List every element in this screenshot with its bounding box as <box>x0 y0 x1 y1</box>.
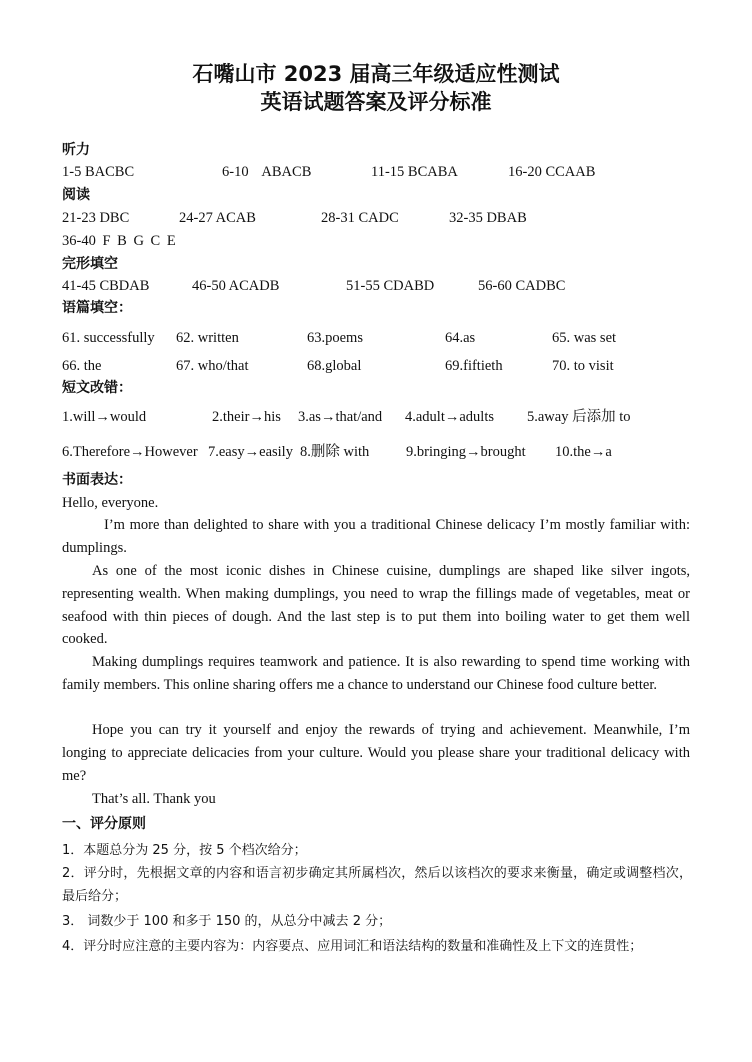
grammar-fill-answer: 62. written <box>176 330 239 346</box>
correction-answer: 8.删除 with <box>300 444 370 460</box>
grammar-fill-answer: 64.as <box>445 330 476 346</box>
grammar-fill-answer: 68.global <box>307 358 362 374</box>
correction-answer: 9.bringing→brought <box>406 444 526 460</box>
exam-subtitle: 英语试题答案及评分标准 <box>260 90 492 114</box>
correction-answer: 6.Therefore→However <box>62 444 198 460</box>
scoring-item: 4．评分时应注意的主要内容为：内容要点、应用词汇和语法结构的数量和准确性及上下文的连贯性； <box>62 939 643 954</box>
writing-paragraph: Making dumplings requires teamwork and patience. It is also rewarding to spend time working with family members. This online sharing offers me a chance to understand our Chinese food culture better. <box>62 654 690 693</box>
correction-answer: 2.their→his <box>212 409 281 425</box>
reading-heading: 阅读 <box>62 187 90 203</box>
grammar-fill-answer: 63.poems <box>307 330 363 346</box>
correction-answer: 7.easy→easily <box>208 444 293 460</box>
writing-greeting: Hello, everyone. <box>62 495 159 511</box>
grammar-fill-answer: 67. who/that <box>176 358 249 374</box>
correction-answer: 10.the→a <box>555 444 612 460</box>
reading-answer: 21-23 DBC <box>62 210 130 226</box>
grammar-fill-answer: 61. successfully <box>62 330 155 346</box>
listening-heading: 听力 <box>62 142 90 158</box>
reading-answer-line2: 36-40 F B G C E <box>62 233 176 249</box>
listening-answer: 6-10 ABACB <box>222 164 312 180</box>
correction-answer: 5.away 后添加 to <box>527 409 631 425</box>
correction-answer: 1.will→would <box>62 409 147 425</box>
grammar-fill-answer: 69.fiftieth <box>445 358 503 374</box>
correction-answer: 3.as→that/and <box>298 409 383 425</box>
cloze-answer: 56-60 CADBC <box>478 278 566 294</box>
writing-paragraph: As one of the most iconic dishes in Chinese cuisine, dumplings are shaped like silver ingots, representing wealth. When making dumplings, you need to wrap the fillings made of vegetables, meat or seafood with thin pieces of dough. And the last step is to put them into boiling water to get them well cooked. <box>62 563 690 648</box>
listening-answer: 11-15 BCABA <box>371 164 458 180</box>
scoring-item: 1．本题总分为 25 分，按 5 个档次给分； <box>62 843 307 858</box>
scoring-heading: 一、评分原则 <box>62 816 146 832</box>
scoring-item: 3． 词数少于 100 和多于 150 的，从总分中减去 2 分； <box>62 914 392 929</box>
reading-answer: 28-31 CADC <box>321 210 399 226</box>
grammar-fill-heading: 语篇填空： <box>62 300 132 316</box>
reading-answer: 32-35 DBAB <box>449 210 527 226</box>
grammar-fill-answer: 66. the <box>62 358 102 374</box>
correction-answer: 4.adult→adults <box>405 409 495 425</box>
writing-heading: 书面表达： <box>62 472 132 488</box>
writing-closing: That’s all. Thank you <box>92 791 216 807</box>
writing-paragraph: I’m more than delighted to share with you a traditional Chinese delicacy I’m mostly familiar with: dumplings. <box>62 517 690 556</box>
reading-answer: 24-27 ACAB <box>179 210 256 226</box>
cloze-heading: 完形填空 <box>62 256 118 272</box>
cloze-answer: 41-45 CBDAB <box>62 278 150 294</box>
writing-paragraph: Hope you can try it yourself and enjoy the rewards of trying and achievement. Meanwhile, I’m longing to appreciate delicacies from your culture. Would you please share your traditional delicacy with me? <box>62 722 690 784</box>
grammar-fill-answer: 65. was set <box>552 330 617 346</box>
listening-answer: 1-5 BACBC <box>62 164 135 180</box>
scoring-item: 2．评分时，先根据文章的内容和语言初步确定其所属档次，然后以该档次的要求来衡量，确定或调整档次，最后给分； <box>62 866 692 904</box>
grammar-fill-answer: 70. to visit <box>552 358 614 374</box>
cloze-answer: 51-55 CDABD <box>346 278 435 294</box>
cloze-answer: 46-50 ACADB <box>192 278 280 294</box>
exam-title: 石嘴山市 2023 届高三年级适应性测试 <box>192 62 560 86</box>
correction-heading: 短文改错： <box>62 380 132 396</box>
listening-answer: 16-20 CCAAB <box>508 164 596 180</box>
